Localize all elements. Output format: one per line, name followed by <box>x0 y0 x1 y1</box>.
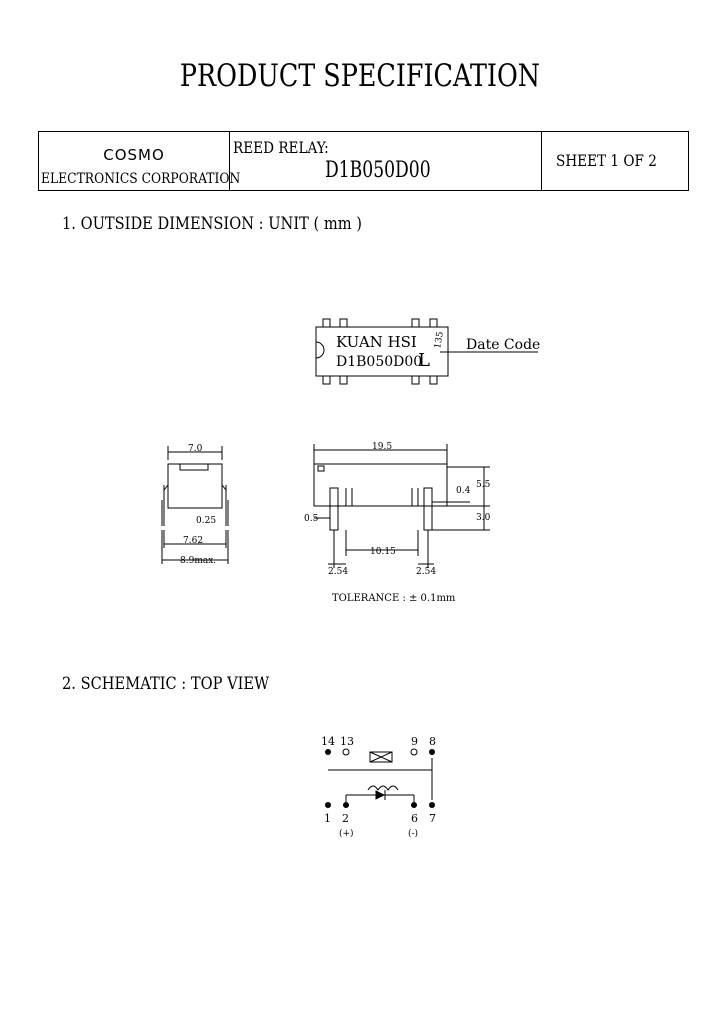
dim-length: 19.5 <box>372 442 393 452</box>
dim-lead-len: 3.0 <box>476 513 491 523</box>
side-mark: 135 <box>433 330 446 350</box>
page-title: PRODUCT SPECIFICATION <box>179 58 541 94</box>
tolerance-note: TOLERANCE : ± 0.1mm <box>332 593 456 604</box>
product-type: REED RELAY: <box>233 138 329 157</box>
pin-14: 14 <box>321 735 335 748</box>
relay-side-view <box>314 444 490 568</box>
section1-heading: 1. OUTSIDE DIMENSION : UNIT ( mm ) <box>62 214 362 234</box>
dim-max-width: 8.9max. <box>180 556 217 566</box>
relay-end-view <box>162 446 228 564</box>
polarity-plus: (+) <box>339 829 354 839</box>
pin-13: 13 <box>340 735 354 748</box>
maker-label: KUAN HSI <box>336 333 417 351</box>
part-label: D1B050D00 <box>336 354 423 370</box>
section2-heading: 2. SCHEMATIC : TOP VIEW <box>62 674 270 694</box>
dim-span: 10.15 <box>370 547 396 557</box>
sheet-number: SHEET 1 OF 2 <box>556 151 657 170</box>
corporation-name: ELECTRONICS CORPORATION <box>41 171 241 187</box>
dim-pitch: 7.62 <box>183 536 204 546</box>
part-number: D1B050D00 <box>325 158 431 183</box>
ul-mark: L <box>418 350 430 371</box>
pin-2: 2 <box>342 812 349 825</box>
polarity-minus: (-) <box>408 829 419 839</box>
pin-9: 9 <box>411 735 418 748</box>
dim-width-top: 7.0 <box>188 444 203 454</box>
company-logo-text: cosmo <box>103 141 165 165</box>
dim-lead-w: 0.5 <box>304 514 319 524</box>
schematic <box>328 749 432 805</box>
dim-lead-thick: 0.4 <box>456 486 471 496</box>
pin-1: 1 <box>324 812 331 825</box>
pin-8: 8 <box>429 735 436 748</box>
dim-height: 5.5 <box>476 480 491 490</box>
dim-lead-width: 0.25 <box>196 516 217 526</box>
pin-6: 6 <box>411 812 418 825</box>
dim-pitch-left: 2.54 <box>328 567 349 577</box>
pin-7: 7 <box>429 812 436 825</box>
date-code-label: Date Code <box>466 337 541 353</box>
dim-pitch-right: 2.54 <box>416 567 437 577</box>
